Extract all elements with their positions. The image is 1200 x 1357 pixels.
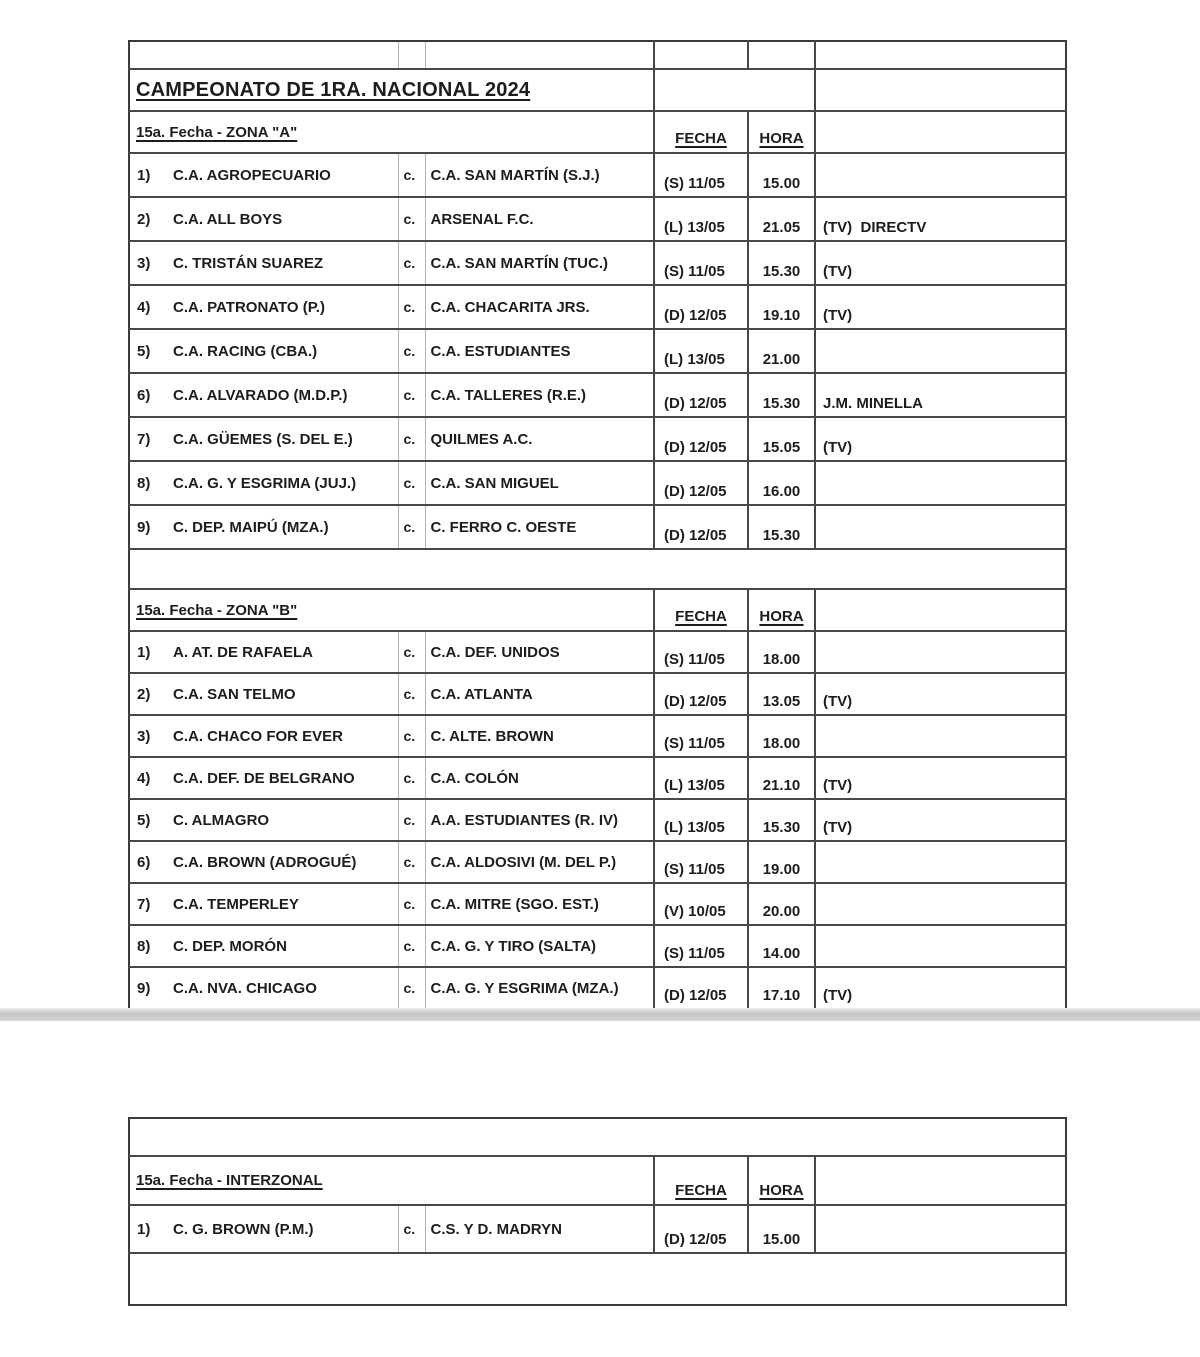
versus-label: c.: [398, 757, 425, 799]
match-row: [129, 505, 1066, 549]
versus-label: c.: [398, 329, 425, 373]
match-date: (D) 12/05: [654, 373, 748, 417]
match-row: [129, 417, 1066, 461]
match-time: 15.30: [748, 505, 815, 549]
empty-cell: [815, 111, 1066, 153]
match-row: [129, 285, 1066, 329]
away-team: C.A. MITRE (SGO. EST.): [425, 883, 654, 925]
match-time: 16.00: [748, 461, 815, 505]
versus-label: c.: [398, 967, 425, 1009]
versus-label: c.: [398, 153, 425, 197]
match-note: [815, 631, 1066, 673]
home-team-cell: [129, 285, 398, 329]
versus-label: c.: [398, 373, 425, 417]
zone-a-header-row: [129, 111, 1066, 153]
match-number: 9): [137, 518, 151, 536]
away-team: C.A. G. Y ESGRIMA (MZA.): [425, 967, 654, 1009]
fecha-column-header: [654, 589, 748, 631]
home-team-cell: [129, 417, 398, 461]
match-note: (TV): [815, 967, 1066, 1009]
match-note: (TV): [815, 757, 1066, 799]
versus-label: c.: [398, 925, 425, 967]
match-time: 15.05: [748, 417, 815, 461]
fecha-column-header: [654, 111, 748, 153]
bottom-empty-row: [129, 1253, 1066, 1305]
empty-cell: [815, 41, 1066, 69]
match-note: (TV) DIRECTV: [815, 197, 1066, 241]
empty-cell: [654, 41, 748, 69]
match-time: 15.30: [748, 373, 815, 417]
away-team: C.A. G. Y TIRO (SALTA): [425, 925, 654, 967]
match-time: 15.30: [748, 241, 815, 285]
away-team: C.A. ATLANTA: [425, 673, 654, 715]
match-time: 21.10: [748, 757, 815, 799]
home-team-cell: [129, 673, 398, 715]
match-note: [815, 883, 1066, 925]
away-team: C. FERRO C. OESTE: [425, 505, 654, 549]
match-note: (TV): [815, 241, 1066, 285]
match-time: 15.00: [748, 153, 815, 197]
home-team: C. TRISTÁN SUAREZ: [173, 254, 323, 272]
home-team-cell: [129, 715, 398, 757]
empty-cell: [654, 69, 815, 111]
match-note: (TV): [815, 417, 1066, 461]
hora-column-header: [748, 1156, 815, 1205]
fixture-sheet-main: [128, 40, 1067, 1010]
spreadsheet-top-row: [129, 1118, 1066, 1156]
home-team: C.A. NVA. CHICAGO: [173, 979, 317, 997]
match-date: (D) 12/05: [654, 673, 748, 715]
match-number: 4): [137, 769, 151, 787]
away-team: C.A. SAN MARTÍN (S.J.): [425, 153, 654, 197]
match-row: [129, 673, 1066, 715]
match-time: 18.00: [748, 631, 815, 673]
match-date: (L) 13/05: [654, 757, 748, 799]
home-team: C.A. AGROPECUARIO: [173, 166, 331, 184]
away-team: C.A. SAN MIGUEL: [425, 461, 654, 505]
versus-label: c.: [398, 505, 425, 549]
match-time: 19.00: [748, 841, 815, 883]
match-number: 7): [137, 430, 151, 448]
match-number: 9): [137, 979, 151, 997]
spreadsheet-top-row: [129, 41, 1066, 69]
home-team-cell: [129, 197, 398, 241]
versus-label: c.: [398, 461, 425, 505]
match-note: [815, 925, 1066, 967]
home-team: C.A. DEF. DE BELGRANO: [173, 769, 355, 787]
zone-a-header: 15a. Fecha - ZONA "A": [136, 123, 298, 141]
away-team: C.S. Y D. MADRYN: [425, 1205, 654, 1253]
home-team: A. AT. DE RAFAELA: [173, 643, 314, 661]
versus-label: c.: [398, 715, 425, 757]
match-number: 3): [137, 254, 151, 272]
home-team-cell: [129, 631, 398, 673]
empty-cell: [425, 41, 654, 69]
empty-cell: [815, 69, 1066, 111]
empty-cell: [129, 549, 1066, 589]
match-row: [129, 241, 1066, 285]
home-team-cell: [129, 329, 398, 373]
empty-cell: [748, 41, 815, 69]
match-row: [129, 925, 1066, 967]
match-note: (TV): [815, 673, 1066, 715]
home-team: C.A. CHACO FOR EVER: [173, 727, 344, 745]
home-team-cell: [129, 461, 398, 505]
away-team: A.A. ESTUDIANTES (R. IV): [425, 799, 654, 841]
match-number: 1): [137, 643, 151, 661]
match-number: 6): [137, 386, 151, 404]
match-date: (L) 13/05: [654, 329, 748, 373]
empty-cell: [129, 1118, 1066, 1156]
match-note: [815, 329, 1066, 373]
versus-label: c.: [398, 883, 425, 925]
match-note: J.M. MINELLA: [815, 373, 1066, 417]
home-team-cell: [129, 799, 398, 841]
home-team: C. DEP. MAIPÚ (MZA.): [173, 518, 329, 536]
match-row: [129, 197, 1066, 241]
match-number: 1): [137, 1220, 151, 1238]
versus-label: c.: [398, 241, 425, 285]
home-team: C.A. TEMPERLEY: [173, 895, 299, 913]
empty-cell: [129, 1253, 1066, 1305]
away-team: C.A. SAN MARTÍN (TUC.): [425, 241, 654, 285]
home-team: C.A. ALVARADO (M.D.P.): [173, 386, 348, 404]
match-date: (S) 11/05: [654, 631, 748, 673]
fixture-sheet-interzonal: [128, 1117, 1067, 1306]
hora-label: HORA: [759, 1182, 804, 1199]
match-time: 19.10: [748, 285, 815, 329]
home-team: C.A. G. Y ESGRIMA (JUJ.): [173, 474, 357, 492]
match-date: (D) 12/05: [654, 1205, 748, 1253]
match-note: [815, 841, 1066, 883]
fecha-label: FECHA: [675, 608, 727, 625]
away-team: C.A. ALDOSIVI (M. DEL P.): [425, 841, 654, 883]
page-title: CAMPEONATO DE 1RA. NACIONAL 2024: [136, 78, 531, 101]
home-team-cell: [129, 841, 398, 883]
home-team-cell: [129, 373, 398, 417]
page-break-band: [0, 1008, 1200, 1021]
match-row: [129, 715, 1066, 757]
home-team: C. ALMAGRO: [173, 811, 270, 829]
match-number: 6): [137, 853, 151, 871]
match-note: [815, 461, 1066, 505]
versus-label: c.: [398, 285, 425, 329]
versus-label: c.: [398, 673, 425, 715]
fecha-column-header: [654, 1156, 748, 1205]
fecha-label: FECHA: [675, 130, 727, 147]
home-team-cell: [129, 925, 398, 967]
home-team: C.A. PATRONATO (P.): [173, 298, 325, 316]
match-date: (L) 13/05: [654, 197, 748, 241]
away-team: ARSENAL F.C.: [425, 197, 654, 241]
match-row: [129, 799, 1066, 841]
empty-cell: [815, 589, 1066, 631]
match-row: [129, 373, 1066, 417]
match-date: (S) 11/05: [654, 925, 748, 967]
match-date: (S) 11/05: [654, 715, 748, 757]
match-row: [129, 841, 1066, 883]
match-time: 21.00: [748, 329, 815, 373]
title-row: [129, 69, 1066, 111]
versus-label: c.: [398, 197, 425, 241]
match-number: 5): [137, 342, 151, 360]
away-team: C.A. COLÓN: [425, 757, 654, 799]
match-time: 13.05: [748, 673, 815, 715]
versus-label: c.: [398, 841, 425, 883]
home-team-cell: [129, 757, 398, 799]
interzonal-header: 15a. Fecha - INTERZONAL: [136, 1172, 323, 1189]
match-date: (S) 11/05: [654, 153, 748, 197]
zone-b-header-cell: [129, 589, 654, 631]
zone-a-header-cell: [129, 111, 654, 153]
match-date: (D) 12/05: [654, 461, 748, 505]
match-row: [129, 631, 1066, 673]
versus-label: c.: [398, 1205, 425, 1253]
empty-cell: [815, 1156, 1066, 1205]
match-time: 18.00: [748, 715, 815, 757]
match-note: [815, 505, 1066, 549]
home-team-cell: [129, 883, 398, 925]
match-date: (S) 11/05: [654, 841, 748, 883]
match-date: (D) 12/05: [654, 967, 748, 1009]
away-team: C.A. ESTUDIANTES: [425, 329, 654, 373]
match-time: 15.30: [748, 799, 815, 841]
match-row: [129, 461, 1066, 505]
match-note: [815, 1205, 1066, 1253]
match-time: 14.00: [748, 925, 815, 967]
home-team: C.A. BROWN (ADROGUÉ): [173, 853, 357, 871]
match-number: 4): [137, 298, 151, 316]
versus-label: c.: [398, 631, 425, 673]
home-team: C.A. RACING (CBA.): [173, 342, 318, 360]
sheet-title-cell: [129, 69, 654, 111]
match-note: (TV): [815, 799, 1066, 841]
empty-cell: [398, 41, 425, 69]
versus-label: c.: [398, 799, 425, 841]
match-date: (S) 11/05: [654, 241, 748, 285]
away-team: C.A. TALLERES (R.E.): [425, 373, 654, 417]
home-team-cell: [129, 1205, 398, 1253]
hora-column-header: [748, 111, 815, 153]
match-date: (L) 13/05: [654, 799, 748, 841]
match-row: [129, 153, 1066, 197]
match-number: 8): [137, 937, 151, 955]
match-row: [129, 757, 1066, 799]
match-time: 17.10: [748, 967, 815, 1009]
home-team: C.A. SAN TELMO: [173, 685, 296, 703]
match-time: 15.00: [748, 1205, 815, 1253]
home-team-cell: [129, 241, 398, 285]
match-number: 1): [137, 166, 151, 184]
away-team: C.A. CHACARITA JRS.: [425, 285, 654, 329]
match-row: [129, 329, 1066, 373]
fecha-label: FECHA: [675, 1182, 727, 1199]
zone-b-header-row: [129, 589, 1066, 631]
match-number: 8): [137, 474, 151, 492]
match-note: [815, 715, 1066, 757]
home-team: C.A. ALL BOYS: [173, 210, 283, 228]
empty-cell: [129, 41, 398, 69]
versus-label: c.: [398, 417, 425, 461]
match-number: 3): [137, 727, 151, 745]
match-row: [129, 883, 1066, 925]
match-date: (D) 12/05: [654, 285, 748, 329]
zone-b-header: 15a. Fecha - ZONA "B": [136, 601, 298, 619]
match-time: 20.00: [748, 883, 815, 925]
away-team: C. ALTE. BROWN: [425, 715, 654, 757]
match-number: 7): [137, 895, 151, 913]
interzonal-header-row: [129, 1156, 1066, 1205]
match-date: (D) 12/05: [654, 505, 748, 549]
away-team: QUILMES A.C.: [425, 417, 654, 461]
away-team: C.A. DEF. UNIDOS: [425, 631, 654, 673]
match-row: [129, 1205, 1066, 1253]
home-team-cell: [129, 967, 398, 1009]
hora-label: HORA: [759, 608, 804, 625]
home-team: C. DEP. MORÓN: [173, 937, 287, 955]
match-row: [129, 967, 1066, 1009]
match-number: 2): [137, 685, 151, 703]
home-team-cell: [129, 153, 398, 197]
home-team-cell: [129, 505, 398, 549]
match-note: (TV): [815, 285, 1066, 329]
zone-separator-row: [129, 549, 1066, 589]
match-time: 21.05: [748, 197, 815, 241]
hora-label: HORA: [759, 130, 804, 147]
hora-column-header: [748, 589, 815, 631]
match-number: 2): [137, 210, 151, 228]
match-date: (D) 12/05: [654, 417, 748, 461]
match-date: (V) 10/05: [654, 883, 748, 925]
match-note: [815, 153, 1066, 197]
interzonal-header-cell: [129, 1156, 654, 1205]
home-team: C.A. GÜEMES (S. DEL E.): [173, 430, 353, 448]
match-number: 5): [137, 811, 151, 829]
home-team: C. G. BROWN (P.M.): [173, 1220, 314, 1238]
